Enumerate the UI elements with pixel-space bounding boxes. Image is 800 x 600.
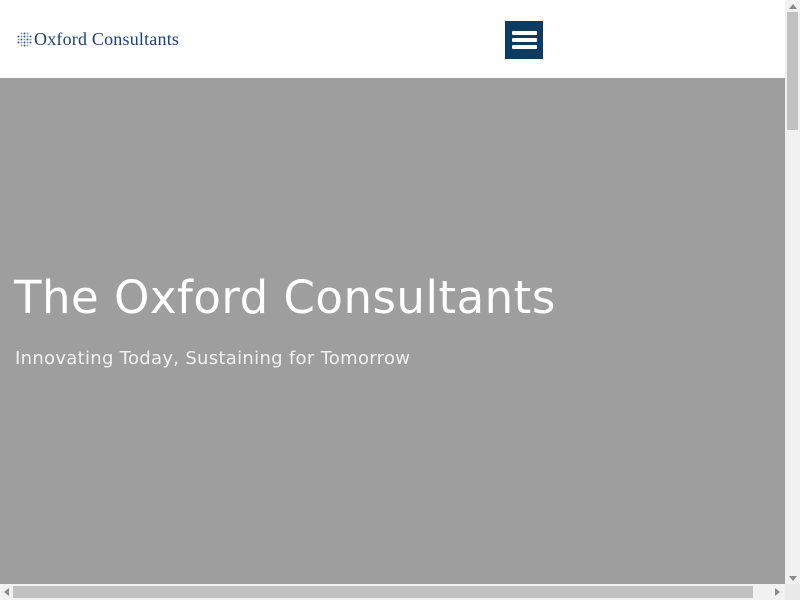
- vertical-scrollbar[interactable]: [785, 0, 800, 584]
- menu-button[interactable]: [505, 21, 543, 59]
- vertical-scrollbar-thumb[interactable]: [787, 12, 798, 130]
- scroll-down-button[interactable]: [785, 572, 800, 584]
- hero-section: [0, 78, 800, 584]
- dotted-globe-icon: [17, 32, 32, 47]
- brand-logo[interactable]: [17, 29, 179, 50]
- triangle-right-icon: [775, 588, 780, 596]
- hero-title: The Oxford Consultants: [14, 271, 556, 324]
- horizontal-scrollbar-thumb[interactable]: [13, 586, 753, 598]
- scroll-right-button[interactable]: [771, 584, 783, 600]
- scrollbar-corner: [785, 584, 800, 600]
- horizontal-scrollbar[interactable]: [0, 584, 785, 600]
- triangle-up-icon: [789, 4, 797, 9]
- triangle-down-icon: [789, 576, 797, 581]
- header: [0, 0, 785, 78]
- triangle-left-icon: [4, 588, 9, 596]
- brand-name: Oxford Consultants: [34, 29, 180, 49]
- scroll-left-button[interactable]: [0, 584, 12, 600]
- hero-subtitle: Innovating Today, Sustaining for Tomorrow: [15, 348, 411, 369]
- scroll-up-button[interactable]: [785, 0, 800, 12]
